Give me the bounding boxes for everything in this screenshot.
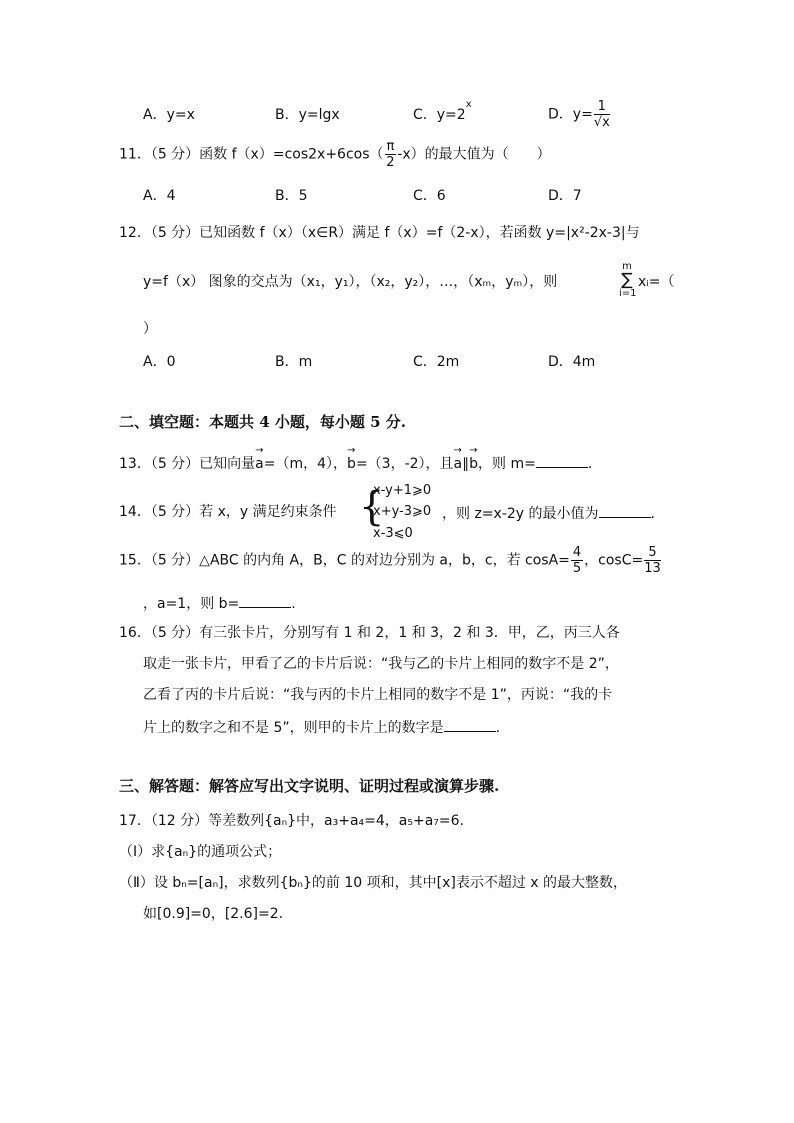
q16-line3: 乙看了丙的卡片后说：“我与丙的卡片上相同的数字不是 1”，丙说：“我的卡	[143, 687, 613, 703]
q11-option-a: A．4	[143, 188, 176, 204]
q12-line1: 12．（5 分）已知函数 f（x）（x∈R）满足 f（x）=f（2-x），若函数 y=|x²-2x-3|与	[119, 225, 640, 241]
q12-line2-post: xᵢ=（	[638, 274, 675, 290]
q11-option-c: C．6	[413, 188, 446, 204]
vector-a: → a	[255, 457, 264, 471]
q15-answer-blank	[239, 595, 291, 608]
q11-option-b: B．5	[275, 188, 308, 204]
q14-constraint-2: x+y-3⩾0	[373, 504, 432, 519]
q12-option-c: C．2m	[413, 354, 460, 370]
q10-option-b: B．y=lgx	[275, 107, 340, 123]
q15-line1: 15．（5 分）△ABC 的内角 A，B，C 的对边分别为 a，b，c，若 cosA= $\frac{4}{5}$ ，cosC= $\frac{5}{13}$	[119, 545, 661, 576]
q14-answer-blank	[599, 505, 651, 518]
q12-option-b: B．m	[275, 354, 313, 370]
q14-constraint-3: x-3⩽0	[373, 526, 413, 541]
q10-option-c: C．$y=2^x$	[413, 99, 472, 123]
q10-option-a: A．y=x	[143, 107, 195, 123]
q11-stem: 11．（5 分）函数 f（x）=cos2x+6cos（ $\frac{\pi}{2}$ -x）的最大值为（ ）	[119, 139, 551, 170]
q16-line1: 16．（5 分）有三张卡片，分别写有 1 和 2，1 和 3，2 和 3．甲，乙，丙三人各	[119, 625, 620, 641]
q16-line4: 片上的数字之和不是 5”，则甲的卡片上的数字是 .	[143, 720, 501, 736]
q12-line3: ）	[143, 321, 157, 337]
q10-option-d: D．y= $\frac{1}{√x}$	[548, 99, 610, 130]
q12-option-a: A．0	[143, 354, 176, 370]
q14-post: ，则 z=x-2y 的最小值为 .	[442, 506, 655, 522]
vector-b: → b	[347, 457, 356, 471]
q17-part-2: （Ⅱ）设 bₙ=[aₙ]，求数列{bₙ}的前 10 项和，其中[x]表示不超过 x 的最大整数，	[119, 875, 628, 891]
q13-answer-blank	[536, 455, 588, 468]
q12-line2-pre: y=f（x） 图象的交点为（x₁，y₁），（x₂，y₂），…，（xₘ，yₘ），则	[143, 274, 558, 290]
q16-line2: 取走一张卡片，甲看了乙的卡片后说：“我与乙的卡片上相同的数字不是 2”，	[143, 656, 619, 672]
q16-answer-blank	[444, 719, 496, 732]
q14-pre: 14．（5 分）若 x，y 满足约束条件	[119, 504, 337, 520]
q17-part-2-example: 如[0.9]=0，[2.6]=2.	[143, 906, 284, 922]
q14-brace: {	[359, 484, 385, 530]
q11-option-d: D．7	[548, 188, 582, 204]
question-13: 13．（5 分）已知向量→ a=（m，4），→ b=（3，-2），且→ a∥→ b，则 m= .	[119, 455, 592, 471]
q17-part-1: （Ⅰ）求{aₙ}的通项公式；	[119, 844, 282, 860]
section-3-heading: 三、解答题：解答应写出文字说明、证明过程或演算步骤.	[119, 777, 500, 795]
q15-line2: ，a=1，则 b= .	[143, 596, 296, 612]
q17-stem: 17．（12 分）等差数列{aₙ}中，a₃+a₄=4，a₅+a₇=6.	[119, 813, 465, 829]
q14-constraint-1: x-y+1⩾0	[373, 483, 432, 498]
q12-option-d: D．4m	[548, 354, 596, 370]
section-2-heading: 二、填空题：本题共 4 小题，每小题 5 分.	[119, 413, 406, 431]
q12-summation: m ∑ i=1	[619, 261, 637, 299]
